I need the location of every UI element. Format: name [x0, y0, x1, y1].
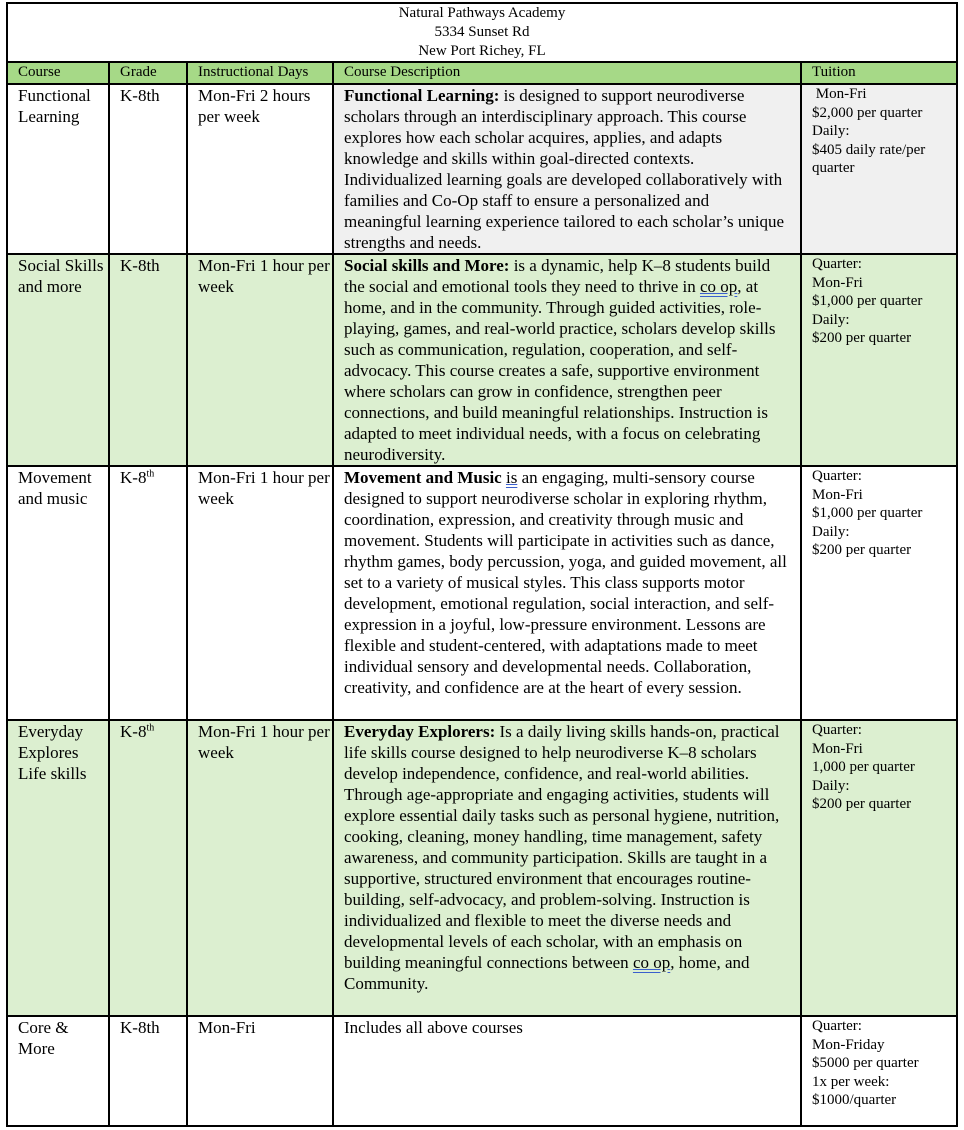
course-name: Everyday Explores Life skills — [7, 720, 109, 1016]
col-grade: Grade — [109, 62, 187, 84]
co-op-link[interactable]: co op — [699, 277, 738, 296]
tuition-line: Daily: — [812, 311, 850, 328]
course-name: Social Skills and more — [7, 254, 109, 466]
course-description — [333, 84, 801, 254]
tuition — [801, 466, 957, 720]
tuition-line: Daily: — [812, 123, 850, 139]
school-name: Natural Pathways Academy — [398, 5, 566, 21]
tuition-line: $2,000 per quarter — [812, 104, 923, 121]
tuition-line: $5000 per quarter — [812, 1055, 919, 1071]
tuition-line: $200 per quarter — [812, 330, 912, 346]
grade: K-8th — [109, 254, 187, 466]
description-body: Is a daily living skills hands-on, practical life skills course designed to help neurodiverse K–8 scholars develop independence, confidence, and real-world abilities. Through age-appropriate and engaging activities, students will explore essential daily tasks such as personal hygiene, nutrition, cooking, cleaning, money handling, time management, safety awareness, and community participation. Skills are taught in a supportive, structured environment that encourages routine-building, self-advocacy, and problem-solving. Instruction is individualized and flexible to meet the diverse needs and developmental levels of each scholar, with an emphasis on building meaningful connections between — [344, 722, 780, 972]
tuition-line: Daily: — [812, 777, 850, 794]
instructional-days: Mon-Fri 1 hour per week — [187, 720, 333, 1016]
tuition-line: Quarter: — [812, 1018, 862, 1034]
grade: K-8th — [109, 84, 187, 254]
grade-base: K-8 — [120, 468, 147, 487]
description-title: Social skills and More: — [344, 256, 510, 275]
table-row — [7, 466, 957, 720]
tuition-line: 1x per week: — [812, 1073, 890, 1090]
course-description — [333, 254, 801, 466]
column-header-row — [7, 62, 957, 84]
table-row — [7, 1016, 957, 1126]
instructional-days: Mon-Fri 1 hour per week — [187, 466, 333, 720]
grade-base: K-8 — [120, 722, 147, 741]
tuition-line: Mon-Fri — [812, 274, 863, 291]
course-name: Functional Learning — [7, 84, 109, 254]
school-street: 5334 Sunset Rd — [434, 24, 530, 40]
tuition-line: $1,000 per quarter — [812, 505, 923, 521]
tuition-line: $1,000 per quarter — [812, 293, 923, 309]
description-body: , home, and Community. — [344, 953, 750, 993]
tuition-line: Quarter: — [812, 256, 862, 272]
grade: K-8th — [109, 1016, 187, 1126]
description-body: is a dynamic, help K–8 students build the social and emotional tools they need to thrive in — [344, 256, 771, 296]
grade — [109, 466, 187, 720]
course-description — [333, 720, 801, 1016]
tuition-line: Mon-Fri — [812, 486, 863, 503]
school-header — [7, 3, 957, 62]
description-title: Everyday Explorers: — [344, 722, 496, 741]
instructional-days: Mon-Fri 2 hours per week — [187, 84, 333, 254]
description-body: an engaging, multi-sensory course designed to support neurodiverse scholar in exploring rhythm, coordination, expression, and creativity through music and movement. Students will participate in activities such as dance, rhythm games, body percussion, yoga, and guided movement, all set to a variety of musical styles. This class supports motor development, emotional regulation, social interaction, and self-expression in a joyful, low-pressure environment. Lessons are flexible and student-centered, with adaptations made to meet individual sensory and developmental needs. Collaboration, creativity, and confidence are at the heart of every session. — [344, 468, 787, 697]
tuition-line: Quarter: — [812, 722, 862, 738]
instructional-days: Mon-Fri — [187, 1016, 333, 1126]
tuition-line: Daily: — [812, 523, 850, 540]
course-description — [333, 466, 801, 720]
grade — [109, 720, 187, 1016]
tuition-line: $200 per quarter — [812, 542, 912, 558]
course-description: Includes all above courses — [333, 1016, 801, 1126]
table-row — [7, 720, 957, 1016]
tuition — [801, 720, 957, 1016]
col-course: Course — [7, 62, 109, 84]
col-tuition: Tuition — [801, 62, 957, 84]
tuition-line: 1,000 per quarter — [812, 759, 915, 775]
is-word: is — [505, 468, 518, 487]
tuition-line: Mon-Fri — [812, 740, 863, 757]
table-row — [7, 84, 957, 254]
course-table — [6, 2, 958, 1127]
description-body: , at home, and in the community. Through guided activities, role-playing, games, and real-world practice, scholars develop skills such as communication, regulation, cooperation, and self-advocacy. This course creates a safe, supportive environment where scholars can grow in confidence, strengthen peer connections, and build meaningful relationships. Instruction is adapted to meet individual needs, with a focus on celebrating neurodiversity. — [344, 277, 776, 464]
tuition — [801, 84, 957, 254]
instructional-days: Mon-Fri 1 hour per week — [187, 254, 333, 466]
grade-suffix: th — [146, 722, 155, 734]
tuition-line: Quarter: — [812, 468, 862, 484]
description-title: Movement and Music — [344, 468, 502, 487]
tuition — [801, 254, 957, 466]
tuition-line: $1000/quarter — [812, 1092, 897, 1108]
course-name: Core & More — [7, 1016, 109, 1126]
table-row — [7, 254, 957, 466]
grade-suffix: th — [146, 468, 155, 480]
tuition-line: Mon-Friday — [812, 1036, 885, 1053]
tuition-line: $200 per quarter — [812, 796, 912, 812]
co-op-link[interactable]: co op — [632, 953, 671, 972]
school-header-row — [7, 3, 957, 62]
col-description: Course Description — [333, 62, 801, 84]
school-city: New Port Richey, FL — [418, 43, 546, 59]
tuition-line: Mon-Fri — [812, 86, 867, 102]
tuition — [801, 1016, 957, 1126]
tuition-line: $405 daily rate/per quarter — [812, 141, 926, 176]
description-title: Functional Learning: — [344, 86, 500, 105]
course-name: Movement and music — [7, 466, 109, 720]
description-body: is designed to support neurodiverse scholars through an interdisciplinary approach. This course explores how each scholar acquires, applies, and adapts knowledge and skills within goal-directed contexts. Individualized learning goals are developed collaboratively with families and Co-Op staff to ensure a personalized and meaningful learning experience tailored to each scholar’s unique strengths and needs. — [344, 86, 785, 252]
col-days: Instructional Days — [187, 62, 333, 84]
